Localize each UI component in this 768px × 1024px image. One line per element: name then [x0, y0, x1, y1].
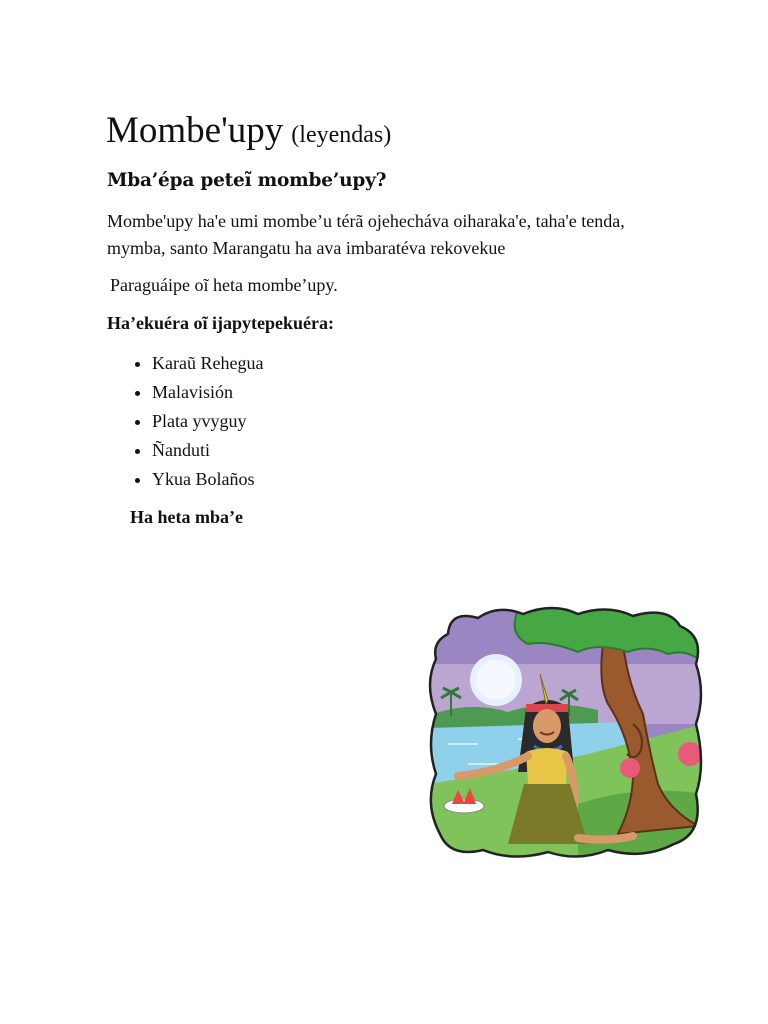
list-item: • Plata yvyguy [152, 408, 263, 437]
closing-heading: Ha heta mba’e [130, 507, 243, 527]
page-title [106, 112, 391, 149]
list-item: • Karaũ Rehegua [152, 350, 263, 379]
list-heading: Ha’ekuéra oĩ ijapytepekuéra: [107, 313, 334, 333]
intro-paragraph: Mombe'upy ha'e umi mombe’u térã ojehecháva oiharaka'e, taha'e tenda, mymba, santo Marangatu ha ava imbaratéva rekovekue [107, 211, 625, 258]
title-sub: (leyendas) [291, 122, 392, 148]
list-item: • Malavisión [152, 379, 263, 408]
indigenous-girl-legend-illustration [428, 604, 704, 860]
list-item: • Ñanduti [152, 437, 263, 466]
legend-list [130, 350, 263, 495]
second-paragraph: Paraguáipe oĩ heta mombe’upy. [110, 275, 338, 295]
section-subtitle: Mba’épa peteĩ mombe’upy? [107, 170, 387, 191]
title-main: Mombe'upy [106, 110, 284, 151]
list-item: • Ykua Bolaños [152, 466, 263, 495]
